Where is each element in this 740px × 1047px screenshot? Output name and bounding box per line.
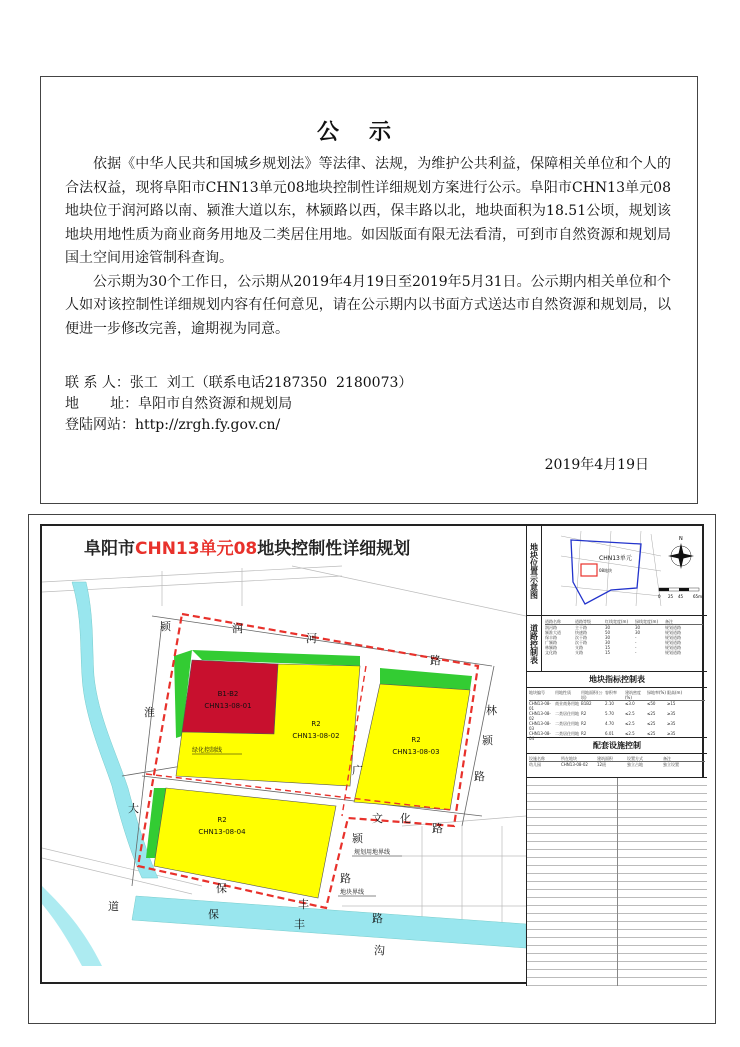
index-control-table: 地块编号 用地性质 用地面积(公顷) 容积率 建筑密度(%) 绿地率(%) 限高(m) CHN13-08-01 商业商务用地 B1B2 2.10 ≤3.0 ≤50 ≥15 CHN13-08-02 二类居住用地 R2 5.70 ≤2.5 ≤25 ≥35 CHN13-08-03 二类居住用地 R2 4.70 ≤2.5 ≤25 ≥35 CHN13-08-04 二类居住用地 R2 6.01 ≤2.5 ≤25 ≥35 bbox=[527, 688, 707, 743]
road-label-south-3: 路 bbox=[372, 912, 383, 925]
road-label-guangying-2: 路 bbox=[340, 872, 351, 885]
facility-section bbox=[527, 738, 707, 778]
west-river bbox=[72, 582, 158, 878]
annotation-parcel-line: 地块界线 bbox=[340, 889, 365, 896]
notice-paragraph-1: 依据《中华人民共和国城乡规划法》等法律、法规，为维护公共利益，保障相关单位和个人的合法权益，现将阜阳市CHN13单元08地块控制性详细规划方案进行公示。阜阳市CHN13单元08地块位于润河路以南、颍淮大道以东，林颍路以西，保丰路以北，地块面积为18.51公顷，规划该地块用地性质为商业商务用地及二类居住用地。如因版面有限无法看清，可到市自然资源和规划局国土空间用途管制科查询。 bbox=[65, 156, 671, 266]
location-section bbox=[527, 526, 707, 616]
map-title-prefix: 阜阳市 bbox=[84, 539, 135, 559]
location-marker-label: 08地块 bbox=[599, 568, 613, 573]
road-label-north-1: 润 bbox=[232, 622, 243, 635]
svg-text:65m: 65m bbox=[693, 594, 702, 599]
annotation-land-line: 规划用地界线 bbox=[354, 849, 391, 856]
road-label-west-2: 淮 bbox=[144, 706, 155, 719]
parcel-code-04: R2 bbox=[217, 816, 227, 824]
road-label-west-4: 道 bbox=[108, 900, 119, 913]
parcel-id-01: CHN13-08-01 bbox=[204, 702, 252, 710]
notice-panel bbox=[40, 76, 698, 504]
contact-person: 联 系 人：张工 刘工（联系电话2187350 2180073） bbox=[65, 375, 413, 391]
canal-label-2: 丰 bbox=[294, 918, 305, 931]
scale-bar bbox=[658, 588, 702, 599]
road-label-center-4: 路 bbox=[432, 822, 443, 835]
index-control-section bbox=[527, 672, 707, 741]
contact-website[interactable]: 登陆网站：http://zrgh.fy.gov.cn/ bbox=[65, 417, 281, 433]
notice-contact-block bbox=[65, 373, 412, 436]
parcel-marker bbox=[581, 564, 597, 576]
location-unit-label: CHN13单元 bbox=[599, 555, 632, 562]
notice-body bbox=[65, 153, 671, 341]
contact-address: 地 址：阜阳市自然资源和规划局 bbox=[65, 396, 293, 412]
parcel-id-04: CHN13-08-04 bbox=[198, 828, 246, 836]
road-label-guangying-1: 颍 bbox=[352, 832, 363, 845]
road-label-south-2: 丰 bbox=[298, 898, 309, 911]
index-control-title: 地块指标控制表 bbox=[527, 672, 707, 688]
notice-date: 2019年4月19日 bbox=[544, 457, 649, 473]
location-diagram bbox=[541, 526, 707, 614]
map-title-highlight: CHN13单元08 bbox=[135, 539, 258, 559]
road-control-section bbox=[527, 616, 707, 672]
road-label-east-1: 林 bbox=[486, 704, 497, 717]
southwest-water bbox=[42, 886, 102, 966]
annotation-green-line: 绿化控制线 bbox=[192, 747, 223, 754]
road-label-north-2: 河 bbox=[306, 632, 317, 645]
svg-text:N: N bbox=[679, 536, 683, 542]
canal-label-3: 沟 bbox=[374, 944, 385, 957]
facility-table: 设施名称 所在地块 建筑面积 设置方式 备注 幼儿园 CHN13-08-02 12班 独立占地 独立设置 bbox=[527, 754, 707, 769]
road-label-west-3: 大 bbox=[128, 802, 139, 815]
parcel-r2-04 bbox=[154, 788, 336, 898]
road-label-east-3: 路 bbox=[474, 770, 485, 783]
map-title-suffix: 地块控制性详细规划 bbox=[257, 539, 411, 559]
planning-map bbox=[40, 524, 704, 984]
north-arrow-icon bbox=[668, 536, 694, 569]
map-drawing bbox=[42, 526, 526, 982]
road-label-center-3: 化 bbox=[400, 812, 411, 825]
parcel-id-03: CHN13-08-03 bbox=[392, 748, 440, 756]
svg-text:45: 45 bbox=[678, 594, 684, 599]
south-canal bbox=[132, 896, 526, 948]
road-label-west-1: 颍 bbox=[160, 620, 171, 633]
facility-title: 配套设施控制 bbox=[527, 738, 707, 754]
road-label-south-1: 保 bbox=[216, 882, 227, 895]
blank-ruled-area bbox=[527, 778, 707, 986]
parcel-code-01: B1-B2 bbox=[217, 690, 239, 698]
road-control-label: 道路控制表 bbox=[527, 616, 542, 671]
road-label-east-2: 颍 bbox=[482, 734, 493, 747]
location-label: 地块位置示意图 bbox=[527, 526, 542, 615]
svg-text:0: 0 bbox=[658, 594, 661, 599]
parcel-code-03: R2 bbox=[411, 736, 421, 744]
parcel-code-02: R2 bbox=[311, 720, 321, 728]
parcel-r2-03 bbox=[354, 684, 470, 810]
road-label-north-3: 路 bbox=[430, 654, 441, 667]
canal-label-1: 保 bbox=[208, 908, 219, 921]
road-label-center-2: 文 bbox=[372, 812, 383, 825]
side-panel bbox=[526, 526, 707, 986]
road-control-table: 道路名称 道路等级 红线宽度(m) 绿线宽度(m) 备注 润河路 主干路 30 30 规划道路 颍淮大道 快速路 50 30 规划道路 保丰路 次干路 30 - 规划道路 广颍路 次干路 30 - 规划道路 林颍路 支路 15 - 规划道路 文化路 支路 15 - 规划道路 bbox=[545, 619, 703, 655]
parcel-id-02: CHN13-08-02 bbox=[292, 732, 340, 740]
svg-text:25: 25 bbox=[668, 594, 674, 599]
road-label-center-1: 广 bbox=[352, 764, 363, 777]
notice-paragraph-2: 公示期为30个工作日，公示期从2019年4月19日至2019年5月31日。公示期内相关单位和个人如对该控制性详细规划内容有任何意见，请在公示期内以书面方式送达市自然资源和规划局，以便进一步修改完善，逾期视为同意。 bbox=[65, 273, 671, 337]
notice-title: 公示 bbox=[316, 120, 421, 145]
